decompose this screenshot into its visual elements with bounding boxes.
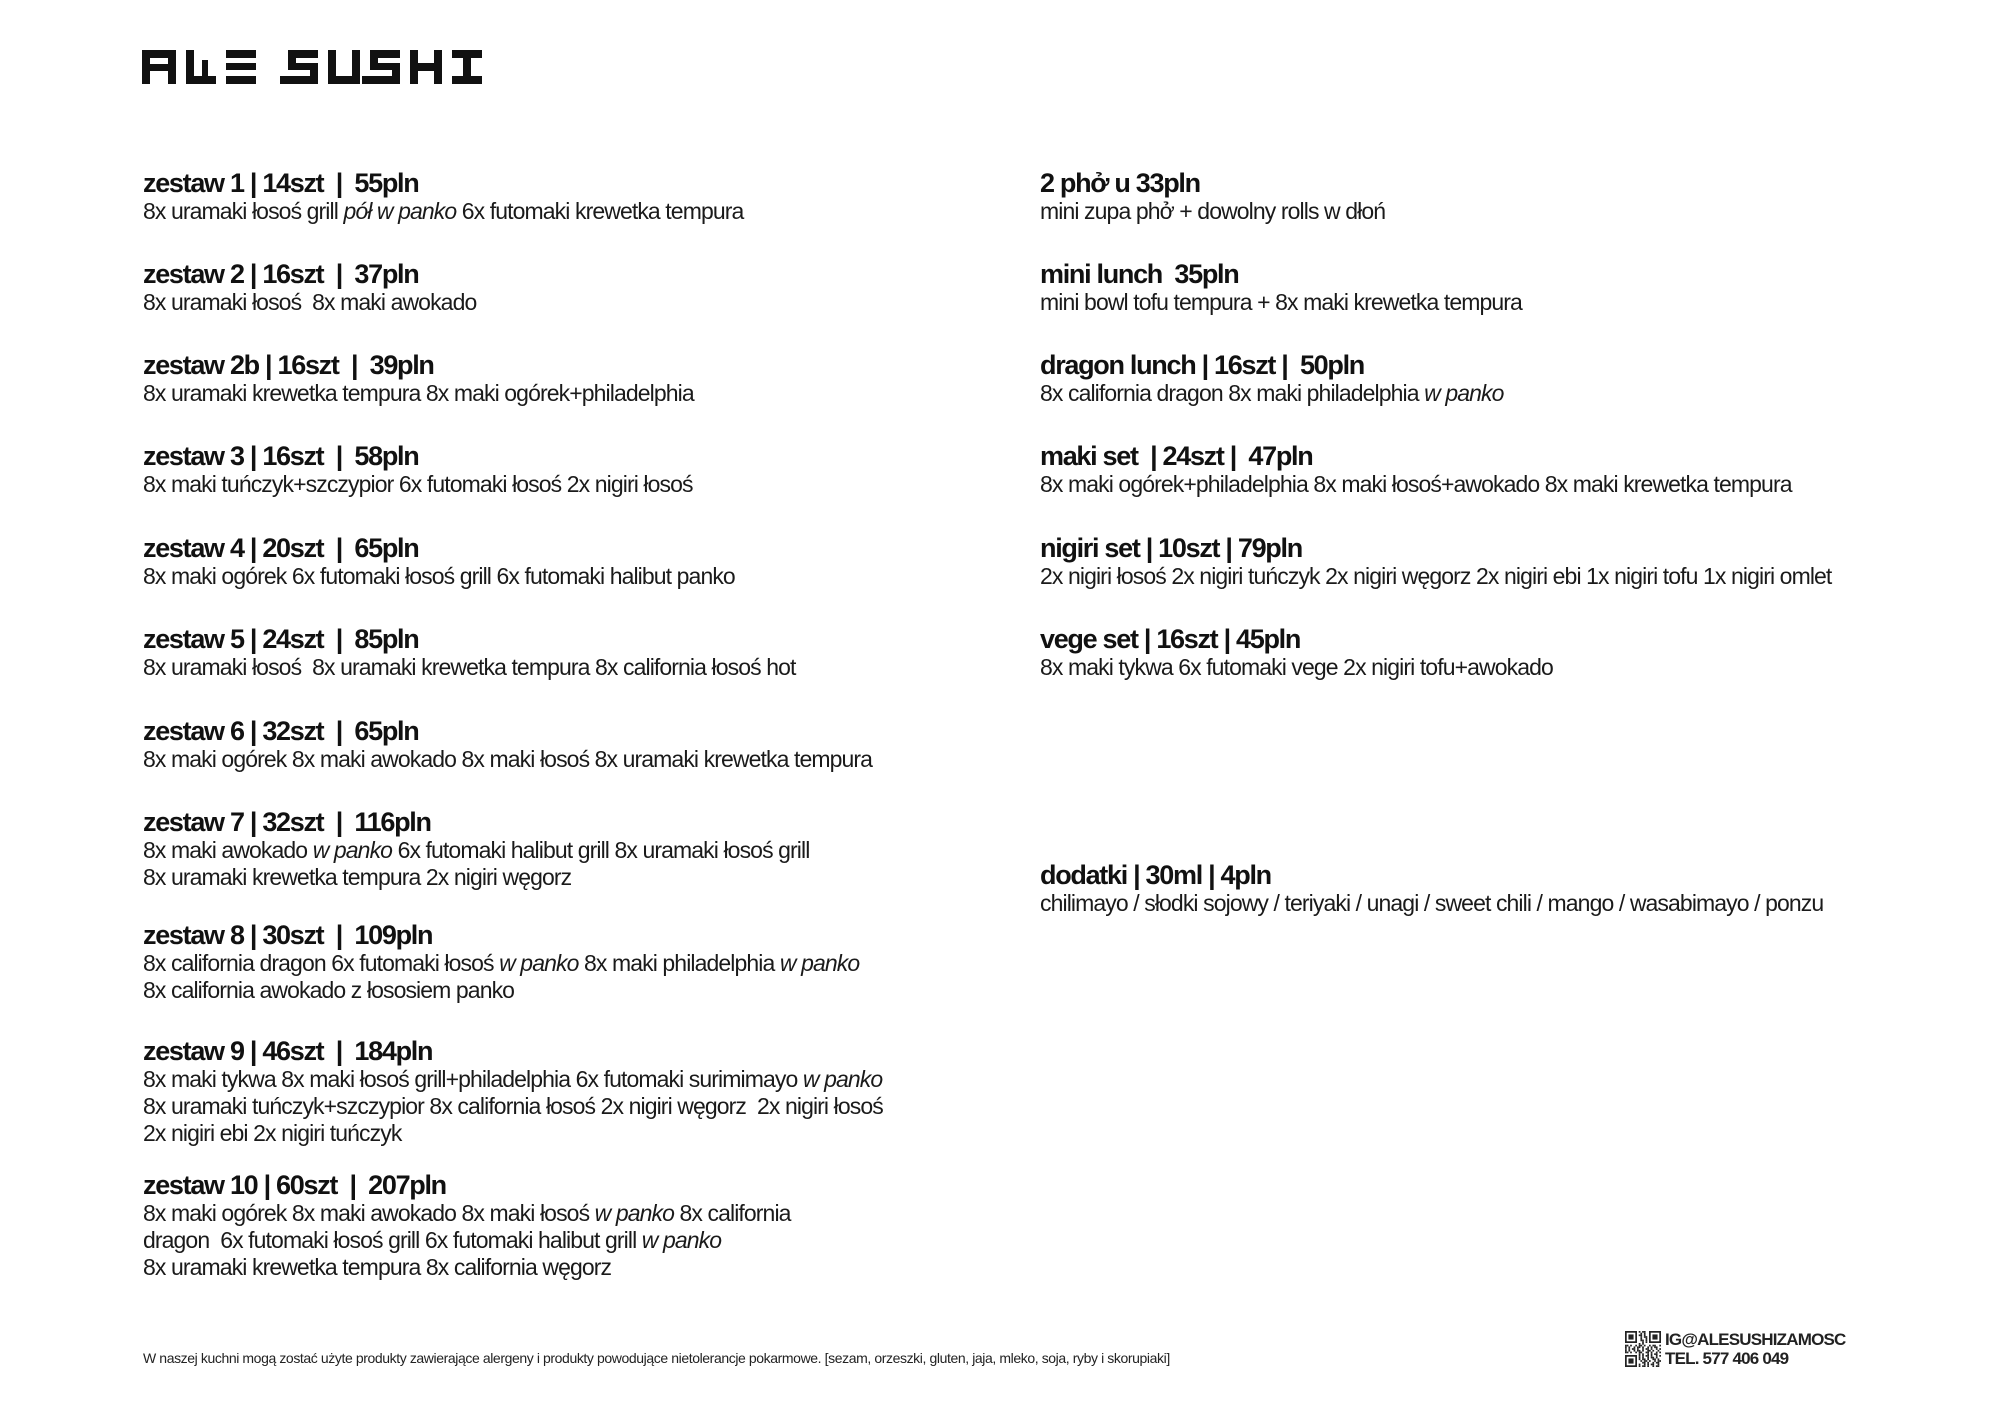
- menu_left-menu-item: [143, 920, 859, 1004]
- description-segment: mini zupa phở + dowolny rolls w dłoń: [1040, 198, 1386, 224]
- description-line: [143, 1200, 791, 1227]
- description-segment: 6x futomaki krewetka tempura: [456, 198, 744, 224]
- description-line: [143, 198, 743, 225]
- menu_left-menu-item: [143, 259, 476, 316]
- description-line: [1040, 890, 1823, 917]
- description-segment: 8x uramaki łosoś 8x uramaki krewetka tempura 8x california łosoś hot: [143, 654, 796, 680]
- description-line: [1040, 471, 1792, 498]
- description-segment: 8x maki tykwa 6x futomaki vege 2x nigiri tofu+awokado: [1040, 654, 1553, 680]
- description-line: [143, 1066, 883, 1093]
- description-line: [143, 654, 795, 681]
- description-line: [143, 977, 859, 1004]
- description-segment: 8x maki ogórek+philadelphia 8x maki łosoś+awokado 8x maki krewetka tempura: [1040, 471, 1792, 497]
- menu-item-description: [143, 837, 809, 891]
- menu_left-menu-item: [143, 716, 872, 773]
- description-segment: 8x maki philadelphia: [578, 950, 780, 976]
- menu-item-description: [143, 198, 743, 225]
- menu-item-description: [143, 950, 859, 1004]
- description-line: [1040, 654, 1553, 681]
- description-segment: 8x california: [674, 1200, 791, 1226]
- menu-item-title: zestaw 2b | 16szt | 39pln: [143, 350, 434, 380]
- description-segment: 8x california awokado z łososiem panko: [143, 977, 515, 1003]
- description-line: [143, 471, 693, 498]
- menu-item-description: [143, 1066, 883, 1147]
- menu-item-description: [1040, 289, 1522, 316]
- menu-item-title: 2 phở u 33pln: [1040, 168, 1200, 198]
- description-segment: 8x maki tykwa 8x maki łosoś grill+philadelphia 6x futomaki surimimayo: [143, 1066, 803, 1092]
- description-segment: 8x uramaki krewetka tempura 8x maki ogórek+philadelphia: [143, 380, 694, 406]
- description-italic-segment: w panko: [802, 1066, 883, 1092]
- description-line: [1040, 289, 1522, 316]
- description-italic-segment: w panko: [641, 1227, 722, 1253]
- description-italic-segment: pół w panko: [343, 198, 457, 224]
- menu-item-title: vege set | 16szt | 45pln: [1040, 624, 1301, 654]
- description-segment: 8x maki ogórek 6x futomaki łosoś grill 6x futomaki halibut panko: [143, 563, 735, 589]
- menu_left-menu-item: [143, 1036, 883, 1147]
- description-italic-segment: w panko: [594, 1200, 675, 1226]
- description-line: [143, 289, 476, 316]
- menu-item-title: mini lunch 35pln: [1040, 259, 1239, 289]
- description-segment: 8x california dragon 8x maki philadelphia: [1040, 380, 1425, 406]
- menu_left-menu-item: [143, 441, 693, 498]
- menu_left-menu-item: [143, 168, 743, 225]
- menu-item-description: [143, 563, 735, 590]
- description-line: [143, 1093, 883, 1120]
- menu-item-title: zestaw 7 | 32szt | 116pln: [143, 807, 431, 837]
- qr-code-icon[interactable]: [1625, 1331, 1661, 1367]
- description-line: [1040, 563, 1831, 590]
- description-segment: 8x uramaki krewetka tempura 8x california węgorz: [143, 1254, 612, 1280]
- description-segment: 2x nigiri ebi 2x nigiri tuńczyk: [143, 1120, 402, 1146]
- description-segment: 8x maki ogórek 8x maki awokado 8x maki łosoś 8x uramaki krewetka tempura: [143, 746, 873, 772]
- description-line: [143, 864, 809, 891]
- menu-item-title: zestaw 6 | 32szt | 65pln: [143, 716, 419, 746]
- description-segment: mini bowl tofu tempura + 8x maki krewetka tempura: [1040, 289, 1522, 315]
- menu_right-menu-item: [1040, 624, 1553, 681]
- description-line: [143, 563, 735, 590]
- description-segment: 6x futomaki halibut grill 8x uramaki łosoś grill: [392, 837, 810, 863]
- description-italic-segment: w panko: [1424, 380, 1504, 406]
- brand-logo-graphic: [142, 50, 542, 84]
- menu-item-description: [1040, 654, 1553, 681]
- menu-item-title: zestaw 4 | 20szt | 65pln: [143, 533, 419, 563]
- menu-item-title: zestaw 8 | 30szt | 109pln: [143, 920, 433, 950]
- description-line: [143, 1120, 883, 1147]
- menu_left-menu-item: [143, 350, 694, 407]
- menu_right-menu-item: [1040, 350, 1504, 407]
- menu_left-menu-item: [143, 624, 795, 681]
- description-segment: 8x uramaki tuńczyk+szczypior 8x california łosoś 2x nigiri węgorz 2x nigiri łosoś: [143, 1093, 883, 1119]
- description-segment: 8x maki ogórek 8x maki awokado 8x maki łosoś: [143, 1200, 595, 1226]
- menu-item-description: [143, 471, 693, 498]
- menu-item-title: nigiri set | 10szt | 79pln: [1040, 533, 1302, 563]
- description-line: [143, 1227, 791, 1254]
- instagram-handle[interactable]: IG@ALESUSHIZAMOSC: [1665, 1330, 1846, 1349]
- menu-item-title: zestaw 3 | 16szt | 58pln: [143, 441, 419, 471]
- menu_right-menu-item: [1040, 533, 1831, 590]
- description-line: [143, 837, 809, 864]
- menu_left-menu-item: [143, 533, 735, 590]
- description-line: [143, 380, 694, 407]
- menu-item-title: zestaw 2 | 16szt | 37pln: [143, 259, 419, 289]
- menu_left-menu-item: [143, 1170, 791, 1281]
- description-segment: chilimayo / słodki sojowy / teriyaki / unagi / sweet chili / mango / wasabimayo / ponzu: [1040, 890, 1824, 916]
- menu_right-menu-item: [1040, 441, 1792, 498]
- menu-item-title: zestaw 10 | 60szt | 207pln: [143, 1170, 446, 1200]
- menu-item-description: [143, 654, 795, 681]
- menu-item-title: maki set | 24szt | 47pln: [1040, 441, 1313, 471]
- description-segment: 8x uramaki krewetka tempura 2x nigiri węgorz: [143, 864, 572, 890]
- menu-item-description: [1040, 563, 1831, 590]
- description-italic-segment: w panko: [779, 950, 860, 976]
- description-segment: 8x uramaki łosoś 8x maki awokado: [143, 289, 477, 315]
- description-segment: dragon 6x futomaki łosoś grill 6x futomaki halibut grill: [143, 1227, 642, 1253]
- menu-item-description: [143, 1200, 791, 1281]
- menu-item-title: zestaw 9 | 46szt | 184pln: [143, 1036, 433, 1066]
- brand-logo: [142, 50, 542, 89]
- menu-item-description: [1040, 890, 1823, 917]
- menu-item-description: [1040, 471, 1792, 498]
- phone-number[interactable]: TEL. 577 406 049: [1665, 1349, 1789, 1368]
- description-segment: 8x california dragon 6x futomaki łosoś: [143, 950, 500, 976]
- menu-item-description: [143, 289, 476, 316]
- allergen-note: W naszej kuchni mogą zostać użyte produkty zawierające alergeny i produkty powodujące nietolerancje pokarmowe. [sezam, orzeszki, gluten, jaja, mleko, soja, ryby i skorupiaki]: [143, 1350, 1170, 1366]
- description-segment: 2x nigiri łosoś 2x nigiri tuńczyk 2x nigiri węgorz 2x nigiri ebi 1x nigiri tofu 1x nigiri omlet: [1040, 563, 1832, 589]
- description-line: [143, 746, 872, 773]
- menu-item-title: dragon lunch | 16szt | 50pln: [1040, 350, 1364, 380]
- description-line: [1040, 380, 1504, 407]
- description-line: [143, 1254, 791, 1281]
- menu-item-description: [1040, 198, 1385, 225]
- menu-item-description: [143, 380, 694, 407]
- description-segment: 8x maki awokado: [143, 837, 313, 863]
- contact-block: [1625, 1330, 1846, 1368]
- description-italic-segment: w panko: [312, 837, 393, 863]
- description-segment: 8x uramaki łosoś grill: [143, 198, 344, 224]
- menu_right-menu-item: [1040, 860, 1823, 917]
- description-line: [143, 950, 859, 977]
- menu_right-menu-item: [1040, 168, 1385, 225]
- menu_left-menu-item: [143, 807, 809, 891]
- description-italic-segment: w panko: [499, 950, 579, 976]
- contact-text: [1665, 1330, 1846, 1368]
- menu-item-description: [143, 746, 872, 773]
- description-segment: 8x maki tuńczyk+szczypior 6x futomaki łosoś 2x nigiri łosoś: [143, 471, 693, 497]
- menu-item-description: [1040, 380, 1504, 407]
- menu-item-title: dodatki | 30ml | 4pln: [1040, 860, 1271, 890]
- menu_right-menu-item: [1040, 259, 1522, 316]
- menu-item-title: zestaw 5 | 24szt | 85pln: [143, 624, 419, 654]
- description-line: [1040, 198, 1385, 225]
- menu-item-title: zestaw 1 | 14szt | 55pln: [143, 168, 419, 198]
